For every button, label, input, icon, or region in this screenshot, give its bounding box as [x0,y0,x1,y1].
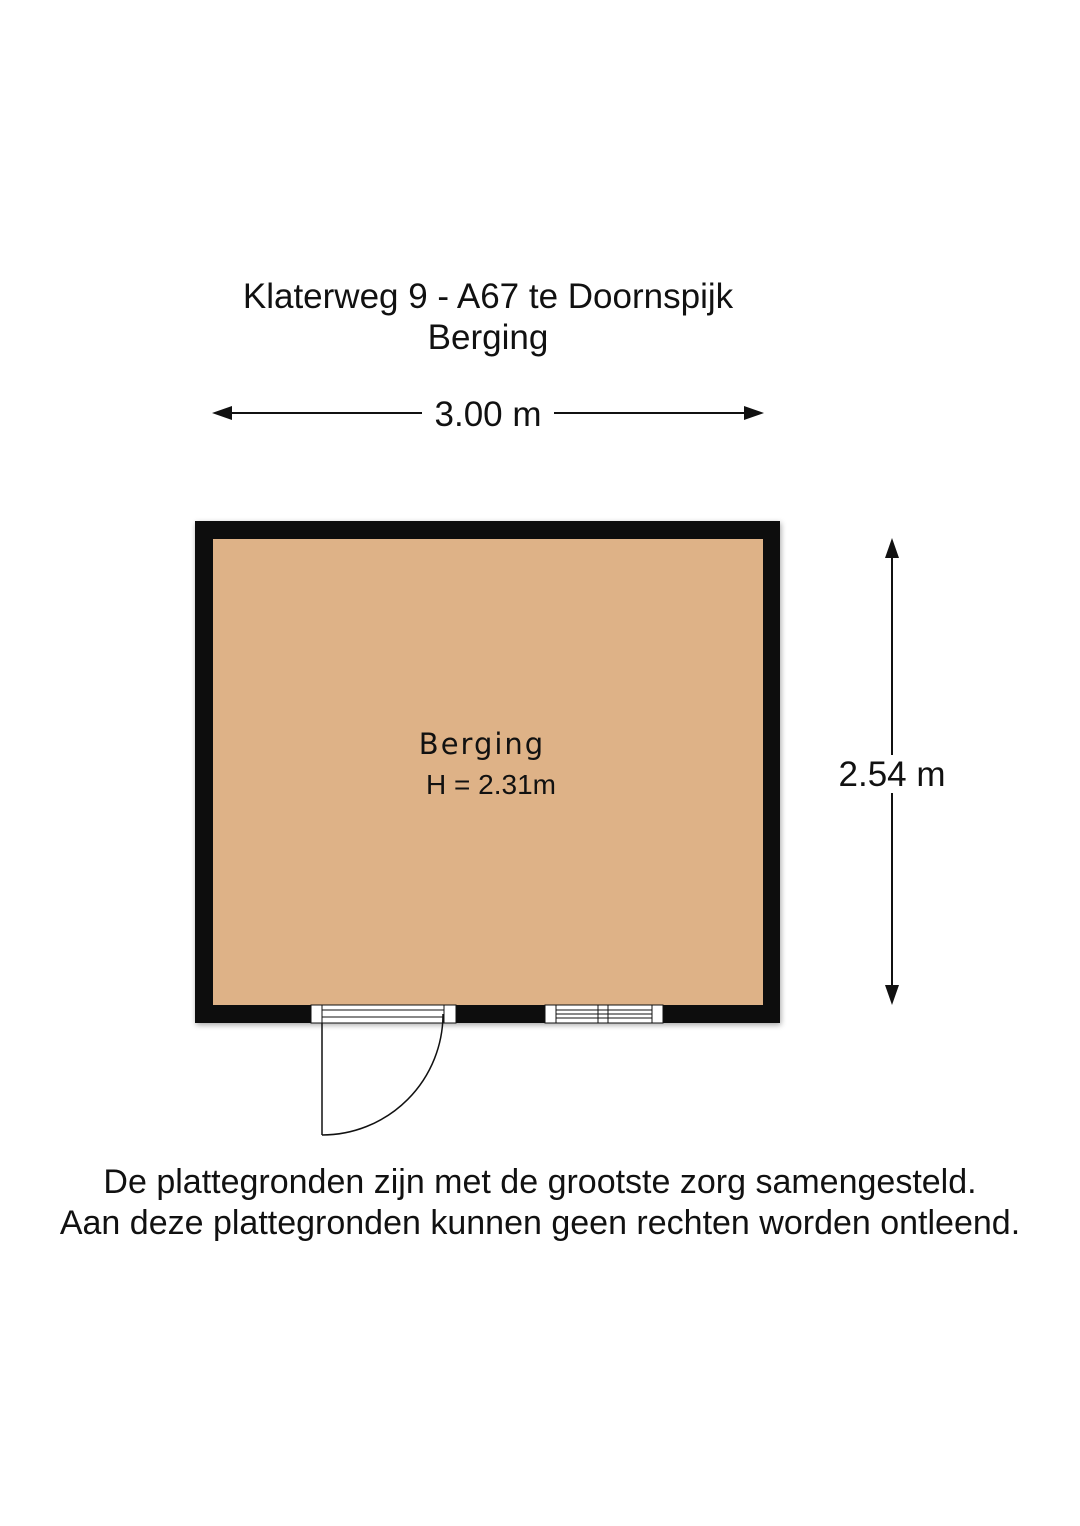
door-jamb-left [311,1005,322,1023]
disclaimer [0,1162,1080,1244]
depth-dimension [839,538,946,1005]
width-dimension [212,395,764,434]
arrow-down-icon [885,985,899,1005]
window [545,1005,663,1023]
arrow-left-icon [212,406,232,420]
window-jamb-left [545,1005,556,1023]
window-jamb-right [652,1005,663,1023]
width-label: 3.00 m [434,395,542,434]
room-height-label: H = 2.31m [426,769,556,800]
door [311,1005,456,1135]
door-opening [311,1005,456,1023]
door-swing-arc [322,1014,443,1135]
disclaimer-line-1: De plattegronden zijn met de grootste zorg samengesteld. [103,1163,977,1201]
depth-label: 2.54 m [838,755,946,794]
arrow-right-icon [744,406,764,420]
address-title: Klaterweg 9 - A67 te Doornspijk [242,277,734,316]
arrow-up-icon [885,538,899,558]
floor-name: Berging [427,318,549,357]
disclaimer-line-2: Aan deze plattegronden kunnen geen rechten worden ontleend. [59,1204,1021,1242]
room-name-label: Berging [418,727,546,761]
door-jamb-right [444,1005,456,1023]
